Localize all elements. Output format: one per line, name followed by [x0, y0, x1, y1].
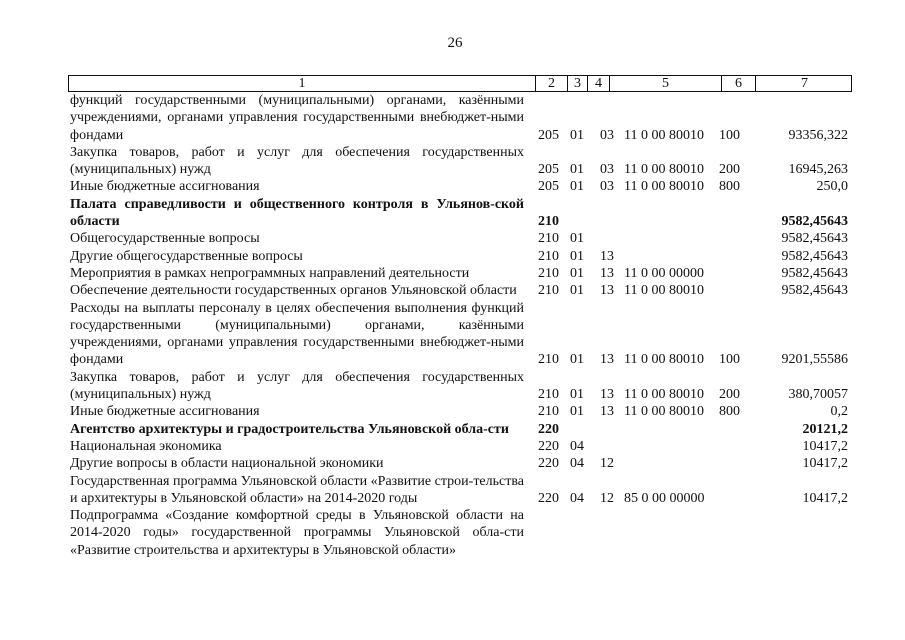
row-name: Другие вопросы в области национальной экономики — [70, 456, 384, 472]
row-admin-code: 210 — [538, 387, 559, 403]
table-row — [70, 403, 850, 420]
row-target-article — [624, 507, 719, 559]
row-expense-type — [719, 473, 761, 508]
row-admin-code: 210 — [538, 283, 559, 299]
row-amount: 9582,45643 — [781, 214, 848, 230]
header-col-1: 1 — [298, 76, 306, 91]
row-section: 01 — [570, 352, 584, 368]
row-expense-type — [719, 421, 761, 438]
table-row — [70, 282, 850, 299]
row-expense-type: 800 — [719, 404, 740, 420]
row-expense-type: 200 — [719, 162, 740, 178]
row-subsection: 12 — [600, 490, 614, 506]
header-col-3: 3 — [567, 76, 587, 91]
row-admin-code: 210 — [538, 265, 559, 281]
row-name: Другие общегосударственные вопросы — [70, 248, 303, 264]
row-expense-type — [719, 265, 761, 282]
row-expense-type: 100 — [719, 127, 740, 143]
header-col-6: 6 — [721, 76, 755, 91]
row-name: Палата справедливости и общественного контроля в Ульянов-ской области — [70, 196, 524, 230]
row-section: 01 — [570, 127, 584, 143]
row-target-article: 11 0 00 80010 — [624, 352, 704, 368]
row-target-article — [624, 248, 719, 265]
row-section: 01 — [570, 162, 584, 178]
row-expense-type — [719, 507, 761, 559]
table-row — [70, 92, 850, 144]
row-section — [570, 196, 600, 231]
row-expense-type: 100 — [719, 352, 740, 368]
row-amount: 10417,2 — [802, 456, 848, 472]
table-row — [70, 144, 850, 179]
row-target-article: 11 0 00 80010 — [624, 387, 704, 403]
row-amount: 20121,2 — [802, 421, 848, 437]
row-admin-code: 210 — [538, 231, 559, 247]
row-admin-code: 210 — [538, 248, 559, 264]
row-section: 01 — [570, 231, 584, 247]
row-expense-type: 200 — [719, 387, 740, 403]
row-subsection: 13 — [600, 265, 614, 281]
row-name: Иные бюджетные ассигнования — [70, 404, 260, 420]
row-amount: 9201,55586 — [781, 352, 848, 368]
row-target-article: 11 0 00 80010 — [624, 283, 704, 299]
table-row — [70, 300, 850, 369]
row-expense-type — [719, 230, 761, 247]
row-name: Общегосударственные вопросы — [70, 231, 260, 247]
row-admin-code: 205 — [538, 162, 559, 178]
budget-table — [70, 92, 850, 559]
row-admin-code: 220 — [538, 438, 559, 454]
row-expense-type — [719, 196, 761, 231]
row-amount: 16945,263 — [788, 162, 848, 178]
row-name: Расходы на выплаты персоналу в целях обеспечения выполнения функций государственными (муниципальными) органами, казёнными учреждениями, органами управления государственными внебюджет-ными фондами — [70, 300, 524, 368]
row-name: функций государственными (муниципальными) органами, казёнными учреждениями, органами управления государственными внебюджет-ными фондами — [70, 93, 524, 143]
row-admin-code: 210 — [538, 404, 559, 420]
row-subsection: 13 — [600, 283, 614, 299]
row-name: Мероприятия в рамках непрограммных направлений деятельности — [70, 265, 470, 281]
row-amount: 10417,2 — [802, 438, 848, 454]
row-amount: 9582,45643 — [781, 231, 848, 247]
row-subsection: 03 — [600, 179, 614, 195]
row-section: 01 — [570, 387, 584, 403]
row-admin-code: 205 — [538, 127, 559, 143]
row-name: Государственная программа Ульяновской области «Развитие строи-тельства и архитектуры в Ульяновской области» на 2014-2020 годы — [70, 473, 524, 506]
row-admin-code — [538, 507, 570, 559]
row-subsection — [600, 196, 624, 231]
row-target-article: 11 0 00 00000 — [624, 265, 704, 281]
row-amount: 380,70057 — [788, 387, 848, 403]
row-name: Обеспечение деятельности государственных органов Ульяновской области — [70, 283, 517, 299]
row-subsection — [600, 421, 624, 438]
row-subsection — [600, 507, 624, 559]
row-amount: 9582,45643 — [781, 265, 848, 281]
table-row — [70, 230, 850, 247]
row-subsection: 13 — [600, 404, 614, 420]
row-amount: 9582,45643 — [781, 248, 848, 264]
row-subsection: 13 — [600, 248, 614, 264]
table-row — [70, 265, 850, 282]
row-section: 01 — [570, 179, 584, 195]
row-name: Национальная экономика — [70, 438, 222, 454]
row-amount — [761, 507, 850, 559]
row-amount: 9582,45643 — [781, 283, 848, 299]
row-target-article — [624, 421, 719, 438]
table-row — [70, 455, 850, 472]
row-name: Закупка товаров, работ и услуг для обеспечения государственных (муниципальных) нужд — [70, 144, 524, 178]
row-subsection — [600, 230, 624, 247]
row-admin-code: 220 — [538, 456, 559, 472]
table-row — [70, 473, 850, 508]
row-expense-type — [719, 455, 761, 472]
row-subsection — [600, 438, 624, 455]
row-admin-code: 205 — [538, 179, 559, 195]
row-name: Агентство архитектуры и градостроительства Ульяновской обла-сти — [70, 421, 509, 437]
row-target-article: 11 0 00 80010 — [624, 179, 704, 195]
table-row — [70, 369, 850, 404]
row-expense-type — [719, 282, 761, 299]
row-expense-type — [719, 248, 761, 265]
row-subsection: 03 — [600, 162, 614, 178]
row-target-article — [624, 230, 719, 247]
row-target-article: 11 0 00 80010 — [624, 404, 704, 420]
row-section: 04 — [570, 438, 584, 454]
header-col-7: 7 — [755, 76, 853, 91]
row-section: 01 — [570, 265, 584, 281]
row-subsection: 03 — [600, 127, 614, 143]
table-row — [70, 248, 850, 265]
row-expense-type: 800 — [719, 179, 740, 195]
table-header — [68, 75, 852, 92]
row-amount: 93356,322 — [788, 127, 848, 143]
row-section — [570, 421, 600, 438]
row-subsection: 13 — [600, 387, 614, 403]
header-col-4: 4 — [587, 76, 609, 91]
header-col-5: 5 — [609, 76, 721, 91]
table-row — [70, 507, 850, 559]
row-section — [570, 507, 600, 559]
row-target-article: 85 0 00 00000 — [624, 490, 705, 506]
row-section: 04 — [570, 456, 584, 472]
row-subsection: 13 — [600, 352, 614, 368]
row-amount: 10417,2 — [802, 490, 848, 506]
row-name: Подпрограмма «Создание комфортной среды в Ульяновской области на 2014-2020 годы» государственной программы Ульяновской обла-сти «Развитие строительства и архитектуры в Ульяновской области» — [70, 508, 524, 558]
row-subsection: 12 — [600, 456, 614, 472]
table-row — [70, 196, 850, 231]
row-name: Иные бюджетные ассигнования — [70, 179, 260, 195]
row-admin-code: 210 — [538, 214, 559, 230]
header-col-2: 2 — [535, 76, 567, 91]
row-expense-type — [719, 438, 761, 455]
row-section: 01 — [570, 283, 584, 299]
row-section: 04 — [570, 490, 584, 506]
row-target-article — [624, 438, 719, 455]
row-section: 01 — [570, 248, 584, 264]
row-target-article — [624, 196, 719, 231]
row-admin-code: 220 — [538, 421, 559, 437]
row-target-article: 11 0 00 80010 — [624, 127, 704, 143]
row-amount: 0,2 — [830, 404, 848, 420]
table-row — [70, 178, 850, 195]
table-row — [70, 438, 850, 455]
row-admin-code: 210 — [538, 352, 559, 368]
row-name: Закупка товаров, работ и услуг для обеспечения государственных (муниципальных) нужд — [70, 369, 524, 403]
page-number: 26 — [447, 35, 463, 51]
row-section: 01 — [570, 404, 584, 420]
row-admin-code: 220 — [538, 490, 559, 506]
table-row — [70, 421, 850, 438]
row-amount: 250,0 — [816, 179, 848, 195]
row-target-article — [624, 455, 719, 472]
row-target-article: 11 0 00 80010 — [624, 162, 704, 178]
